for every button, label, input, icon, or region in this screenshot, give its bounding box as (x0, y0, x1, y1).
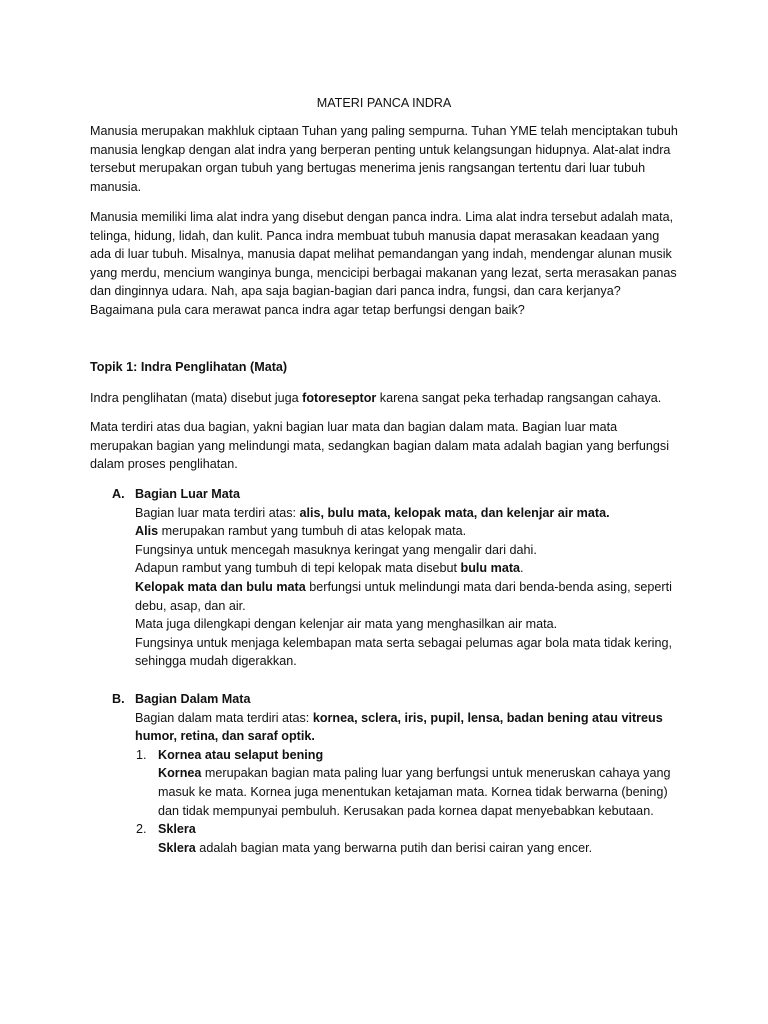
intro-paragraph-2: Manusia memiliki lima alat indra yang disebut dengan panca indra. Lima alat indra tersebut adalah mata, telinga, hidung, lidah, dan kulit. Panca indra membuat tubuh manusia dapat merasakan keadaan yang ada di luar tubuh. Misalnya, manusia dapat melihat pemandangan yang indah, mendengar alunan musik yang merdu, mencium wanginya bunga, mencicipi berbagai makanan yang lezat, serta merasakan panas dan dinginnya udara. Nah, apa saja bagian-bagian dari panca indra, fungsi, dan cara kerjanya? Bagaimana pula cara merawat panca indra agar tetap berfungsi dengan baik? (90, 210, 677, 317)
section-a-line: Fungsinya untuk menjaga kelembapan mata serta sebagai pelumas agar bola mata tidak kering, sehingga mudah digerakkan. (135, 635, 672, 669)
section-a-line (135, 559, 680, 578)
bold-term: Sklera (158, 840, 196, 855)
text-run: Bagian dalam mata terdiri atas: (135, 710, 313, 725)
topic-paragraph-2: Mata terdiri atas dua bagian, yakni bagian luar mata dan bagian dalam mata. Bagian luar mata merupakan bagian yang melindungi mata, sedangkan bagian dalam mata adalah bagian yang berfungsi dalam proses penglihatan. (90, 420, 670, 472)
numbered-item-heading (90, 746, 680, 765)
text-run: . (520, 561, 524, 576)
text-run: adalah bagian mata yang berwarna putih dan berisi cairan yang encer. (195, 840, 593, 855)
list-marker: A. (112, 487, 125, 501)
document-title: MATERI PANCA INDRA (316, 96, 452, 110)
section-a-line: Mata juga dilengkapi dengan kelenjar air mata yang menghasilkan air mata. (135, 617, 558, 632)
section-b (90, 690, 680, 857)
list-marker: B. (112, 692, 125, 706)
section-a-body (90, 504, 680, 671)
bold-term: Alis (135, 524, 159, 539)
text-run: Bagian luar mata terdiri atas: (135, 505, 300, 520)
list-marker: 2. (136, 822, 147, 837)
section-a-line (135, 504, 680, 523)
topic-heading: Topik 1: Indra Penglihatan (Mata) (90, 360, 288, 374)
text-run: berfungsi untuk melindungi mata dari benda-benda asing, seperti debu, asap, dan air. (135, 579, 672, 613)
section-a-line (135, 522, 680, 541)
bold-term: Kelopak mata dan bulu mata (135, 579, 306, 594)
section-a-line (135, 578, 680, 615)
text-run: merupakan bagian mata paling luar yang berfungsi untuk meneruskan cahaya yang masuk ke mata. Kornea juga menentukan ketajaman mata. Kornea tidak berwarna (bening) dan tidak mempunyai pembuluh. Kerusakan pada kornea dapat menyebabkan kebutaan. (158, 766, 671, 818)
bold-term: Kornea (158, 766, 202, 781)
intro-paragraph-1: Manusia merupakan makhluk ciptaan Tuhan yang paling sempurna. Tuhan YME telah menciptakan tubuh manusia lengkap dengan alat indra yang berperan penting untuk kelangsungan hidupnya. Alat-alat indra tersebut merupakan organ tubuh yang bertugas menerima jenis rangsangan tertentu dari luar tubuh manusia. (90, 124, 678, 194)
text-run: merupakan rambut yang tumbuh di atas kelopak mata. (158, 524, 467, 539)
section-b-intro (90, 709, 680, 746)
numbered-item-heading (90, 820, 680, 839)
section-a-heading (90, 485, 680, 504)
section-a-line: Fungsinya untuk mencegah masuknya keringat yang mengalir dari dahi. (135, 542, 537, 557)
bold-term: alis, bulu mata, kelopak mata, dan kelenjar air mata. (299, 505, 610, 520)
text-run: Indra penglihatan (mata) disebut juga (90, 391, 303, 405)
section-a-title: Bagian Luar Mata (135, 487, 240, 501)
section-a (90, 485, 680, 671)
numbered-item-body (90, 764, 680, 820)
numbered-item-title: Kornea atau selaput bening (158, 747, 324, 762)
bold-term: bulu mata (460, 561, 521, 576)
bold-term: kornea, sclera, iris, pupil, lensa, badan bening atau vitreus humor, retina, dan saraf optik. (135, 710, 663, 744)
topic-paragraph-1 (90, 389, 680, 408)
bold-term: fotoreseptor (302, 391, 377, 405)
text-run: karena sangat peka terhadap rangsangan cahaya. (376, 391, 662, 405)
section-b-title: Bagian Dalam Mata (135, 692, 251, 706)
numbered-item-body (90, 839, 680, 858)
text-run: Adapun rambut yang tumbuh di tepi kelopak mata disebut (135, 561, 461, 576)
list-marker: 1. (136, 747, 147, 762)
numbered-item-title: Sklera (158, 822, 196, 837)
section-b-heading (90, 690, 680, 709)
